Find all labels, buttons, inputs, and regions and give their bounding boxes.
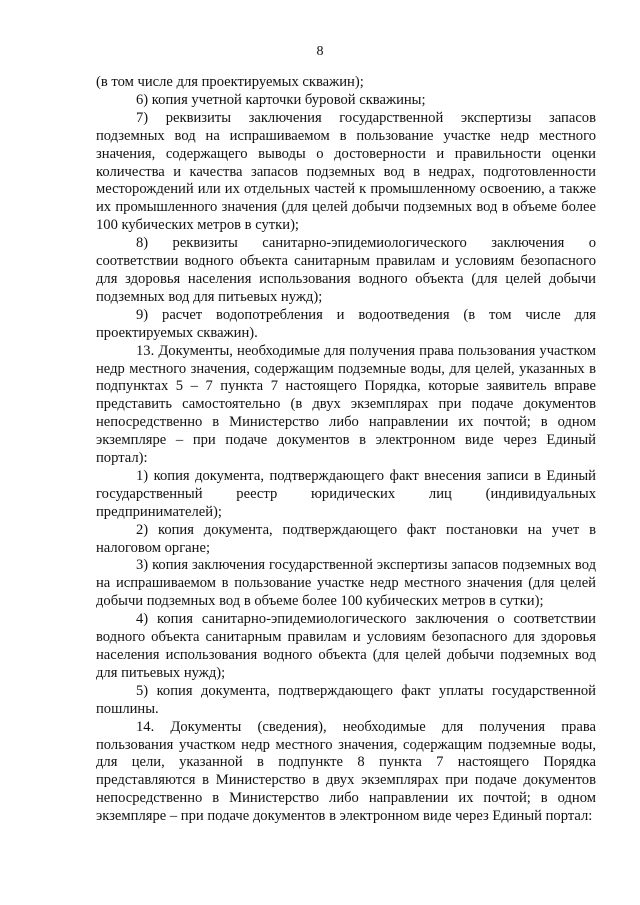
paragraph-continuation: (в том числе для проектируемых скважин); xyxy=(96,74,364,90)
clause-13-item-3: 3) копия заключения государственной экспертизы запасов подземных вод на испрашиваемом в пользование участке недр местного значения (для целей добычи подземных вод в объеме более 100 кубических метров в сутки); xyxy=(96,557,596,610)
list-item-9: 9) расчет водопотребления и водоотведения (в том числе для проектируемых скважин). xyxy=(96,306,596,341)
clause-14: 14. Документы (сведения), необходимые для получения права пользования участком недр местного значения, содержащим подземные воды, для цели, указанной в подпункте 8 пункта 7 настоящего Порядка представляются в Министерство в двух экземплярах при подаче документов непосредственно в Министерство либо направлении их почтой; в одном экземпляре – при подаче документов в электронном виде через Единый портал: xyxy=(96,718,596,825)
clause-13-item-5: 5) копия документа, подтверждающего факт уплаты государственной пошлины. xyxy=(96,682,596,717)
clause-13-item-1: 1) копия документа, подтверждающего факт внесения записи в Единый государственный реестр юридических лиц (индивидуальных предпринимателей); xyxy=(96,467,596,520)
clause-13-item-2: 2) копия документа, подтверждающего факт постановки на учет в налоговом органе; xyxy=(96,521,596,556)
clause-13-item-4: 4) копия санитарно-эпидемиологического заключения о соответствии водного объекта санитарным правилам и условиям безопасного для здоровья населения использования водного объекта (для целей добычи подземных вод для питьевых нужд); xyxy=(96,611,596,681)
document-body xyxy=(96,74,596,826)
list-item-7: 7) реквизиты заключения государственной экспертизы запасов подземных вод на испрашиваемом в пользование участке недр местного значения, содержащего выводы о достоверности и правильности оценки количества и качества запасов подземных вод в недрах, подготовленности месторождений или их отдельных частей к промышленному освоению, а также их промышленного значения (для целей добычи подземных вод в объеме более 100 кубических метров в сутки); xyxy=(96,109,596,234)
list-item-8: 8) реквизиты санитарно-эпидемиологического заключения о соответствии водного объекта санитарным правилам и условиям безопасного для здоровья населения использования водного объекта (для целей добычи подземных вод для питьевых нужд); xyxy=(96,235,596,305)
list-item-6: 6) копия учетной карточки буровой скважины; xyxy=(136,91,426,108)
page-number: 8 xyxy=(316,44,324,59)
clause-13: 13. Документы, необходимые для получения права пользования участком недр местного значения, содержащим подземные воды, для целей, указанных в подпунктах 5 – 7 пункта 7 настоящего Порядка, которые заявитель вправе представить самостоятельно (в двух экземплярах при подаче документов непосредственно в Министерство либо направлении их почтой; в одном экземпляре – при подаче документов в электронном виде через Единый портал): xyxy=(96,342,596,467)
